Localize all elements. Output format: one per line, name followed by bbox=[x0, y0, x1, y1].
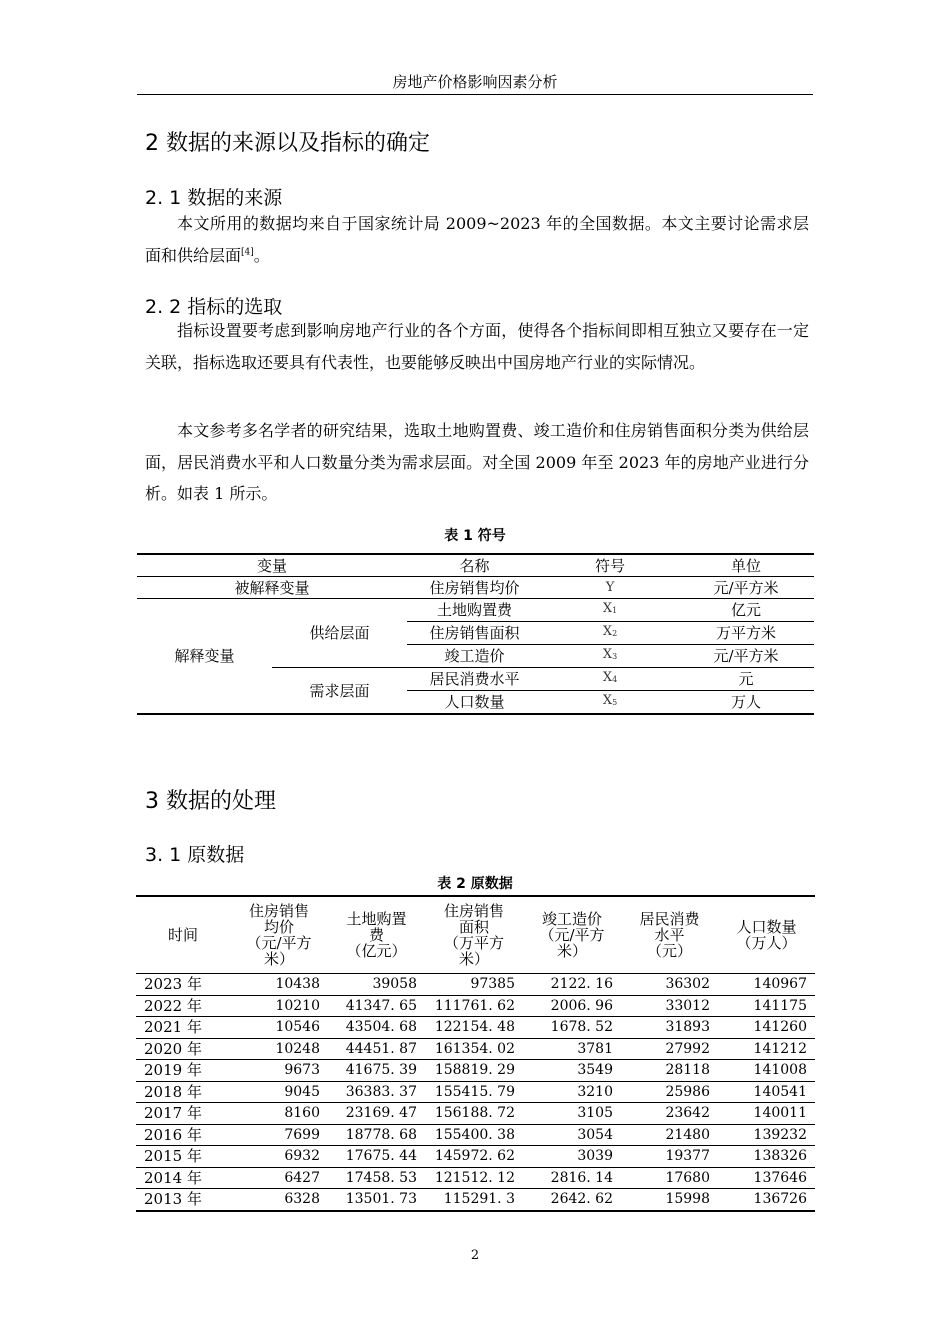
year-cell: 2020 年 bbox=[136, 1038, 230, 1060]
table-2-caption: 表 2 原数据 bbox=[437, 876, 513, 892]
value-cell: 3105 bbox=[523, 1103, 621, 1125]
value-cell: 33012 bbox=[621, 995, 718, 1017]
table-row bbox=[137, 599, 814, 622]
value-cell: 145972. 62 bbox=[425, 1146, 523, 1168]
value-cell: 136726 bbox=[753, 1191, 807, 1208]
year-cell: 2016 年 bbox=[136, 1124, 230, 1146]
value-cell: 7699 bbox=[230, 1124, 328, 1146]
section-2-heading: 2 数据的来源以及指标的确定 bbox=[145, 131, 430, 156]
paragraph-text: 本文所用的数据均来自于国家统计局 2009~2023 年的全国数据。本文主要讨论需求层面和供给层面 bbox=[145, 214, 809, 265]
value-cell: 141008 bbox=[718, 1060, 815, 1082]
symbol-table bbox=[137, 553, 814, 715]
symbol-cell: $X_4$ bbox=[542, 668, 678, 691]
table-row bbox=[136, 1103, 815, 1125]
value-cell: 140011 bbox=[718, 1103, 815, 1125]
value-cell: 3054 bbox=[523, 1124, 621, 1146]
value-cell: 25986 bbox=[621, 1081, 718, 1103]
header-cell: 土地购置 费 （亿元） bbox=[328, 896, 425, 974]
header-cell: 符号 bbox=[542, 554, 678, 577]
name-cell: 住房销售面积 bbox=[407, 622, 542, 645]
section-2-2-heading: 2. 2 指标的选取 bbox=[145, 296, 283, 318]
value-cell: 43504. 68 bbox=[328, 1017, 425, 1039]
year-cell: 2023 年 bbox=[136, 974, 230, 996]
value-cell: 10546 bbox=[230, 1017, 328, 1039]
value-cell: 97385 bbox=[425, 974, 523, 996]
value-cell: 3039 bbox=[523, 1146, 621, 1168]
running-header: 房地产价格影响因素分析 bbox=[392, 73, 558, 91]
table-row bbox=[136, 1146, 815, 1168]
explanatory-variable-label: 解释变量 bbox=[174, 647, 235, 665]
value-cell: 41347. 65 bbox=[328, 995, 425, 1017]
value-cell: 6328 bbox=[284, 1191, 320, 1208]
unit-cell: 元/平方米 bbox=[678, 645, 814, 668]
value-cell: 111761. 62 bbox=[425, 995, 523, 1017]
value-cell: 156188. 72 bbox=[425, 1103, 523, 1125]
paragraph-end: 。 bbox=[253, 245, 270, 265]
value-cell: 39058 bbox=[328, 974, 425, 996]
value-cell: 13501. 73 bbox=[345, 1191, 417, 1208]
value-cell: 9045 bbox=[230, 1081, 328, 1103]
section-3-1-heading: 3. 1 原数据 bbox=[145, 844, 245, 866]
value-cell: 161354. 02 bbox=[425, 1038, 523, 1060]
value-cell: 2816. 14 bbox=[523, 1167, 621, 1189]
value-cell: 1678. 52 bbox=[523, 1017, 621, 1039]
value-cell: 17675. 44 bbox=[328, 1146, 425, 1168]
symbol-cell: $X_3$ bbox=[542, 645, 678, 668]
value-cell: 8160 bbox=[230, 1103, 328, 1125]
table-header-row bbox=[136, 896, 815, 974]
value-cell: 18778. 68 bbox=[328, 1124, 425, 1146]
value-cell: 21480 bbox=[621, 1124, 718, 1146]
value-cell: 41675. 39 bbox=[328, 1060, 425, 1082]
table-row bbox=[136, 995, 815, 1017]
value-cell: 122154. 48 bbox=[425, 1017, 523, 1039]
year-cell: 2017 年 bbox=[136, 1103, 230, 1125]
year-cell: 2015 年 bbox=[136, 1146, 230, 1168]
value-cell: 6932 bbox=[230, 1146, 328, 1168]
value-cell: 9673 bbox=[230, 1060, 328, 1082]
value-cell: 31893 bbox=[621, 1017, 718, 1039]
name-cell: 住房销售均价 bbox=[407, 577, 542, 599]
value-cell: 158819. 29 bbox=[425, 1060, 523, 1082]
value-cell: 141175 bbox=[718, 995, 815, 1017]
unit-cell: 亿元 bbox=[678, 599, 814, 622]
header-cell: 名称 bbox=[407, 554, 542, 577]
name-cell: 居民消费水平 bbox=[407, 668, 542, 691]
year-cell: 2021 年 bbox=[136, 1017, 230, 1039]
value-cell: 3549 bbox=[523, 1060, 621, 1082]
symbol-cell: Y bbox=[542, 577, 678, 599]
value-cell: 15998 bbox=[665, 1191, 710, 1208]
year-cell: 2022 年 bbox=[136, 995, 230, 1017]
value-cell: 28118 bbox=[621, 1060, 718, 1082]
value-cell: 141212 bbox=[718, 1038, 815, 1060]
value-cell: 23642 bbox=[621, 1103, 718, 1125]
year-cell: 2018 年 bbox=[136, 1081, 230, 1103]
value-cell: 10210 bbox=[230, 995, 328, 1017]
unit-cell: 万平方米 bbox=[678, 622, 814, 645]
name-cell: 土地购置费 bbox=[407, 599, 542, 622]
table-row bbox=[136, 1189, 815, 1211]
header-cell: 单位 bbox=[678, 554, 814, 577]
table-1-caption: 表 1 符号 bbox=[444, 528, 506, 544]
header-cell: 住房销售 均价 （元/平方 米） bbox=[230, 896, 328, 974]
value-cell: 2006. 96 bbox=[523, 995, 621, 1017]
value-cell: 44451. 87 bbox=[328, 1038, 425, 1060]
section-2-2-paragraph-2: 本文参考多名学者的研究结果，选取土地购置费、竣工造价和住房销售面积分类为供给层面，居民消费水平和人口数量分类为需求层面。对全国 2009 年至 2023 年的房地产业进行分析。如表 1 所示。 bbox=[145, 421, 809, 503]
value-cell: 141260 bbox=[718, 1017, 815, 1039]
table-row bbox=[136, 1060, 815, 1082]
table-row bbox=[136, 1017, 815, 1039]
year-cell: 2019 年 bbox=[136, 1060, 230, 1082]
citation: [4] bbox=[241, 247, 254, 258]
value-cell: 17458. 53 bbox=[328, 1167, 425, 1189]
header-cell: 居民消费 水平 （元） bbox=[621, 896, 718, 974]
table-row bbox=[136, 1081, 815, 1103]
supply-level-label: 供给层面 bbox=[272, 599, 407, 668]
value-cell: 140967 bbox=[718, 974, 815, 996]
unit-cell: 元 bbox=[678, 668, 814, 691]
value-cell: 10248 bbox=[230, 1038, 328, 1060]
section-2-1-paragraph bbox=[145, 208, 809, 271]
value-cell: 2642. 62 bbox=[550, 1191, 613, 1208]
header-rule bbox=[137, 94, 813, 95]
year-cell: 2013 年 bbox=[144, 1190, 202, 1209]
table-body bbox=[136, 974, 815, 1211]
value-cell: 139232 bbox=[718, 1124, 815, 1146]
value-cell: 27992 bbox=[621, 1038, 718, 1060]
name-cell: 竣工造价 bbox=[407, 645, 542, 668]
name-cell: 人口数量 bbox=[444, 693, 505, 711]
value-cell: 2122. 16 bbox=[523, 974, 621, 996]
value-cell: 115291. 3 bbox=[443, 1191, 515, 1208]
value-cell: 137646 bbox=[718, 1167, 815, 1189]
value-cell: 6427 bbox=[230, 1167, 328, 1189]
value-cell: 36302 bbox=[621, 974, 718, 996]
page-number: 2 bbox=[470, 1248, 480, 1263]
symbol-cell: $X_5$ bbox=[602, 693, 618, 708]
value-cell: 19377 bbox=[621, 1146, 718, 1168]
value-cell: 10438 bbox=[230, 974, 328, 996]
header-cell: 变量 bbox=[137, 554, 407, 577]
value-cell: 140541 bbox=[718, 1081, 815, 1103]
unit-cell: 元/平方米 bbox=[678, 577, 814, 599]
raw-data-table bbox=[136, 895, 815, 1212]
unit-cell: 万人 bbox=[730, 693, 761, 711]
section-3-heading: 3 数据的处理 bbox=[145, 789, 276, 814]
symbol-cell: $X_1$ bbox=[542, 599, 678, 622]
value-cell: 36383. 37 bbox=[328, 1081, 425, 1103]
value-cell: 155400. 38 bbox=[425, 1124, 523, 1146]
table-row bbox=[136, 1167, 815, 1189]
symbol-cell: $X_2$ bbox=[542, 622, 678, 645]
table-row bbox=[136, 974, 815, 996]
table-row bbox=[136, 1038, 815, 1060]
value-cell: 121512. 12 bbox=[425, 1167, 523, 1189]
header-cell: 时间 bbox=[136, 896, 230, 974]
section-2-2-paragraph-1: 指标设置要考虑到影响房地产行业的各个方面，使得各个指标间即相互独立又要存在一定关联，指标选取还要具有代表性，也要能够反映出中国房地产行业的实际情况。 bbox=[145, 321, 809, 372]
header-cell: 竣工造价 （元/平方 米） bbox=[523, 896, 621, 974]
value-cell: 138326 bbox=[718, 1146, 815, 1168]
value-cell: 155415. 79 bbox=[425, 1081, 523, 1103]
header-cell: 人口数量 （万人） bbox=[718, 896, 815, 974]
year-cell: 2014 年 bbox=[136, 1167, 230, 1189]
value-cell: 23169. 47 bbox=[328, 1103, 425, 1125]
table-row bbox=[136, 1124, 815, 1146]
section-2-1-heading: 2. 1 数据的来源 bbox=[145, 187, 283, 209]
header-cell: 住房销售 面积 （万平方 米） bbox=[425, 896, 523, 974]
value-cell: 17680 bbox=[621, 1167, 718, 1189]
value-cell: 3781 bbox=[523, 1038, 621, 1060]
value-cell: 3210 bbox=[523, 1081, 621, 1103]
demand-level-label: 需求层面 bbox=[309, 681, 370, 700]
table-header-row bbox=[137, 554, 814, 577]
table-row bbox=[137, 577, 814, 599]
dependent-variable-label: 被解释变量 bbox=[137, 577, 407, 599]
